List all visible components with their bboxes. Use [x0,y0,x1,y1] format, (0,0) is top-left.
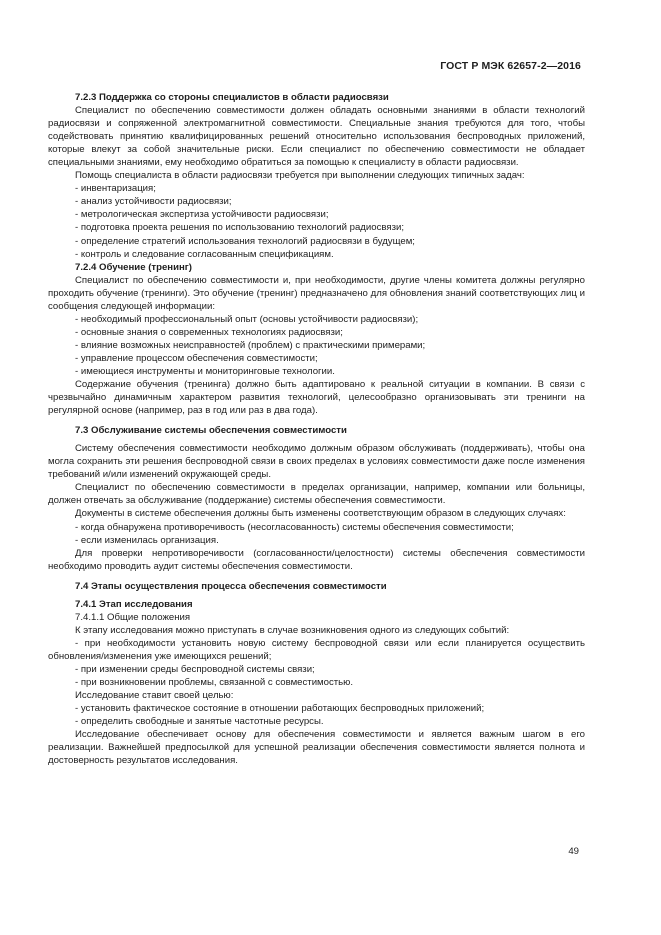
list-item: - влияние возможных неисправностей (проблем) с практическими примерами; [75,339,426,351]
paragraph: Исследование ставит своей целью: [75,690,234,702]
paragraph: Систему обеспечения совместимости необходимо должным образом обслуживать (поддерживать), чтобы она могла сохранить эти решения беспроводной связи в своих пределах в условиях совместимости даже после изменения требований и/или изменений окружающей среды. [48,443,585,481]
standard-designation: ГОСТ Р МЭК 62657-2—2016 [440,60,581,72]
paragraph: Помощь специалиста в области радиосвязи требуется при выполнении следующих типичных задач: [75,170,525,182]
section-heading: 7.4.1 Этап исследования [75,598,193,610]
list-item: - когда обнаружена противоречивость (несогласованность) системы обеспечения совместимости; [75,521,514,533]
list-item: - при изменении среды беспроводной системы связи; [75,663,315,675]
list-item: - контроль и следование согласованным спецификациям. [75,248,334,260]
section-heading: 7.2.4 Обучение (тренинг) [75,261,192,273]
section-heading: 7.2.3 Поддержка со стороны специалистов в области радиосвязи [75,92,389,103]
paragraph: Специалист по обеспечению совместимости в пределах организации, например, компании или больницы, должен отвечать за обслуживание (поддержание) системы обеспечения совместимости. [48,482,585,507]
list-item: - необходимый профессиональный опыт (основы устойчивости радиосвязи); [75,313,419,325]
paragraph: Исследование обеспечивает основу для обеспечения совместимости и является важным шагом в его реализации. Важнейшей предпосылкой для успешной реализации обеспечения совместимости является полнота и достоверность результатов исследования. [48,729,585,767]
section-heading: 7.4 Этапы осуществления процесса обеспечения совместимости [75,580,387,592]
list-item: - при необходимости установить новую систему беспроводной связи или если планируется осуществить обновления/изменения уже имеющихся решений; [48,637,585,662]
list-item: - метрологическая экспертиза устойчивости радиосвязи; [75,209,329,221]
section-heading: 7.3 Обслуживание системы обеспечения совместимости [75,425,347,437]
paragraph: К этапу исследования можно приступать в случае возникновения одного из следующих событий: [75,624,510,636]
list-item: - основные знания о современных технологиях радиосвязи; [75,326,343,338]
list-item: - анализ устойчивости радиосвязи; [75,196,232,208]
paragraph: Специалист по обеспечению совместимости и, при необходимости, другие члены комитета должны регулярно проходить обучение (тренинги). Это обучение (тренинг) предназначено для обновления знаний соответствующих лиц и сообщения следующей информации: [48,274,585,312]
list-item: - при возникновении проблемы, связанной с совместимостью. [75,677,354,689]
subsection-title: 7.4.1.1 Общие положения [75,611,191,623]
list-item: - управление процессом обеспечения совместимости; [75,352,318,364]
paragraph: Специалист по обеспечению совместимости должен обладать основными знаниями в области технологий радиосвязи и сопряженной электромагнитной совместимости. Специальные знания требуются для того, чтобы содействовать принятию квалифицированных решений относительно использования беспроводных приложений, которые влекут за собой значительные риски. Если специалист по обеспечению совместимости не обладает специальными знаниями, ему необходимо обратиться за помощью к специалисту в области радиосвязи. [48,105,585,169]
page-number: 49 [568,846,579,857]
list-item: - если изменилась организация. [75,534,219,546]
document-body [48,91,585,767]
list-item: - подготовка проекта решения по использованию технологий радиосвязи; [75,222,404,234]
paragraph: Содержание обучения (тренинга) должно быть адаптировано к реальной ситуации в компании. В связи с чрезвычайно динамичным характером развития технологий, целесообразно организовывать эти тренинги на регулярной основе (например, раз в год или раз в два года). [48,379,585,417]
paragraph: Для проверки непротиворечивости (согласованности/целостности) системы обеспечения совместимости необходимо проводить аудит системы обеспечения совместимости. [48,547,585,572]
list-item: - определить свободные и занятые частотные ресурсы. [75,716,324,728]
list-item: - инвентаризация; [75,183,156,195]
paragraph: Документы в системе обеспечения должны быть изменены соответствующим образом в следующих случаях: [75,508,566,520]
list-item: - определение стратегий использования технологий радиосвязи в будущем; [75,235,415,247]
list-item: - имеющиеся инструменты и мониторинговые технологии. [75,365,335,377]
list-item: - установить фактическое состояние в отношении работающих беспроводных приложений; [75,703,485,715]
